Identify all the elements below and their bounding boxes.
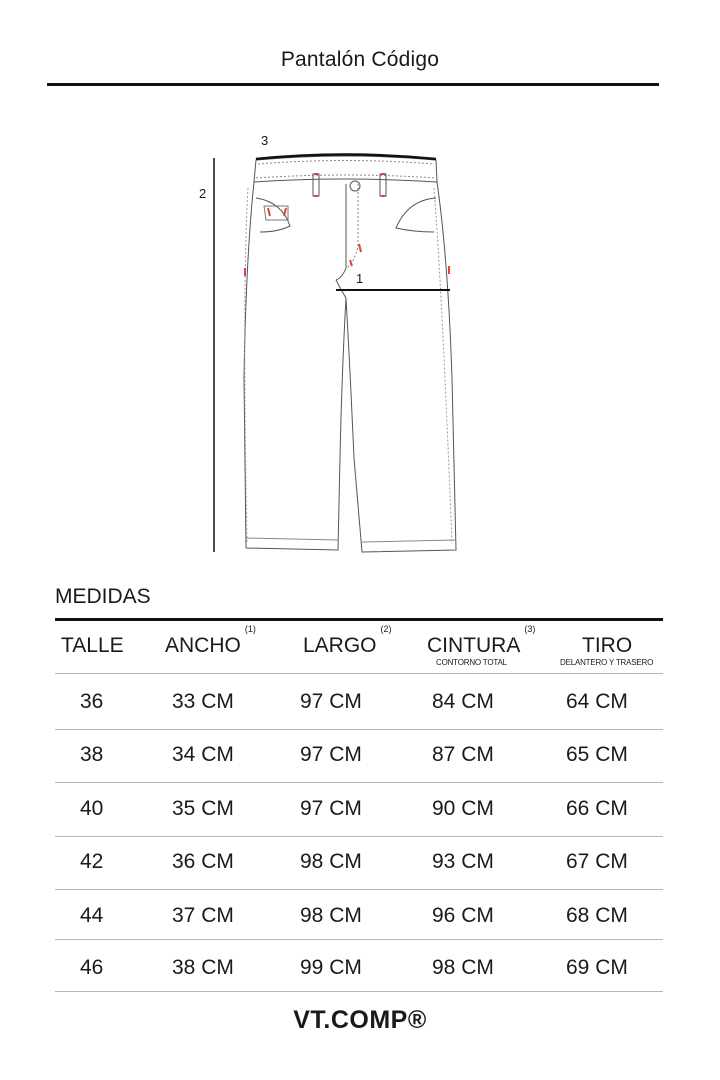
section-title: MEDIDAS xyxy=(55,585,151,608)
cell-talle: 38 xyxy=(80,743,104,766)
cell-cintura: 98 CM xyxy=(432,956,494,979)
cell-largo: 97 CM xyxy=(300,797,362,820)
col-sub-tiro: DELANTERO Y TRASERO xyxy=(560,658,654,667)
cell-ancho: 35 CM xyxy=(172,797,234,820)
table-divider xyxy=(55,618,663,621)
row-divider xyxy=(55,673,663,674)
title-divider xyxy=(47,83,659,86)
pants-diagram xyxy=(190,128,480,568)
cell-cintura: 93 CM xyxy=(432,850,494,873)
measure-label-3: 3 xyxy=(261,133,269,148)
cell-largo: 99 CM xyxy=(300,956,362,979)
col-header-tiro: TIRO xyxy=(582,634,633,657)
col-sub-cintura: CONTORNO TOTAL xyxy=(436,658,507,667)
col-note-cintura: (3) xyxy=(524,624,536,634)
col-header-largo: LARGO$^{(2)}$ xyxy=(303,624,392,657)
col-header-talle: TALLE xyxy=(61,634,124,657)
brand-logo: VT.COMP® xyxy=(293,1006,427,1034)
cell-cintura: 96 CM xyxy=(432,904,494,927)
cell-ancho: 38 CM xyxy=(172,956,234,979)
measure-label-1: 1 xyxy=(356,271,364,286)
cell-largo: 98 CM xyxy=(300,850,362,873)
col-note-largo: (2) xyxy=(380,624,392,634)
measure-label-2: 2 xyxy=(199,186,207,201)
cell-ancho: 37 CM xyxy=(172,904,234,927)
cell-ancho: 33 CM xyxy=(172,690,234,713)
col-header-ancho: ANCHO$^{(1)}$ xyxy=(165,624,256,657)
col-header-cintura: CINTURA$^{(3)}$ xyxy=(427,624,536,657)
row-divider xyxy=(55,836,663,837)
cell-cintura: 84 CM xyxy=(432,690,494,713)
row-divider xyxy=(55,939,663,940)
cell-cintura: 90 CM xyxy=(432,797,494,820)
row-divider xyxy=(55,729,663,730)
page-title: Pantalón Código xyxy=(280,48,440,71)
row-divider xyxy=(55,889,663,890)
cell-talle: 40 xyxy=(80,797,104,820)
cell-talle: 44 xyxy=(80,904,104,927)
row-divider xyxy=(55,991,663,992)
cell-talle: 36 xyxy=(80,690,104,713)
cell-ancho: 34 CM xyxy=(172,743,234,766)
cell-largo: 97 CM xyxy=(300,690,362,713)
pants-drawing xyxy=(190,128,480,568)
cell-cintura: 87 CM xyxy=(432,743,494,766)
cell-talle: 42 xyxy=(80,850,104,873)
cell-tiro: 67 CM xyxy=(566,850,628,873)
col-note-ancho: (1) xyxy=(244,624,256,634)
cell-tiro: 68 CM xyxy=(566,904,628,927)
cell-tiro: 69 CM xyxy=(566,956,628,979)
cell-talle: 46 xyxy=(80,956,104,979)
cell-tiro: 64 CM xyxy=(566,690,628,713)
cell-tiro: 66 CM xyxy=(566,797,628,820)
cell-largo: 98 CM xyxy=(300,904,362,927)
cell-ancho: 36 CM xyxy=(172,850,234,873)
cell-tiro: 65 CM xyxy=(566,743,628,766)
row-divider xyxy=(55,782,663,783)
cell-largo: 97 CM xyxy=(300,743,362,766)
